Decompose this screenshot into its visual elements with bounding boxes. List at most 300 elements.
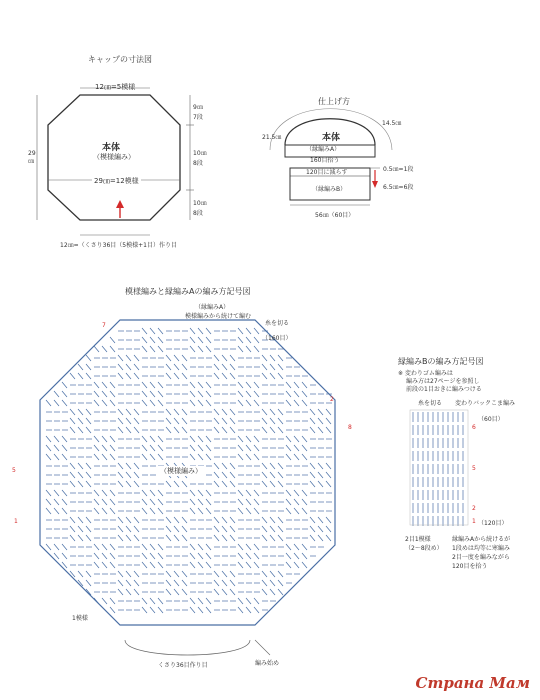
stitch-mark [102, 598, 107, 604]
stitch-mark [142, 400, 147, 406]
stitch-mark [206, 382, 211, 388]
stitch-mark [142, 508, 147, 514]
stitch-mark [158, 391, 163, 397]
stitch-mark [174, 571, 179, 577]
stitch-mark [206, 337, 211, 343]
stitch-mark [286, 436, 291, 442]
stitch-mark [214, 535, 219, 541]
stitch-mark [126, 364, 131, 370]
stitch-mark [198, 553, 203, 559]
stitch-mark [150, 544, 155, 550]
stitch-mark [158, 436, 163, 442]
stitch-mark [102, 445, 107, 451]
stitch-mark [102, 346, 107, 352]
finish-border-a-label: （縁編みA） [306, 146, 341, 153]
stitch-mark [78, 409, 83, 415]
stitch-mark [70, 517, 75, 523]
stitch-mark [190, 445, 195, 451]
stitch-mark [102, 454, 107, 460]
stitch-mark [254, 454, 259, 460]
stitch-mark [238, 562, 243, 568]
stitch-mark [174, 535, 179, 541]
stitch-mark [214, 580, 219, 586]
stitch-mark [270, 418, 275, 424]
stitch-mark [158, 508, 163, 514]
stitch-mark [198, 490, 203, 496]
stitch-mark [198, 391, 203, 397]
stitch-mark [270, 517, 275, 523]
stitch-mark [286, 562, 291, 568]
stitch-mark [190, 328, 195, 334]
stitch-mark [214, 463, 219, 469]
stitch-mark [302, 499, 307, 505]
stitch-mark [54, 391, 59, 397]
body-label: 本体 [102, 143, 121, 153]
stitch-mark [54, 454, 59, 460]
stitch-mark [110, 337, 115, 343]
stitch-mark [206, 553, 211, 559]
chart-b-row-6: 6 [472, 424, 476, 431]
stitch-mark [254, 607, 259, 613]
stitch-mark [118, 373, 123, 379]
stitch-mark [46, 436, 51, 442]
stitch-mark [118, 535, 123, 541]
stitch-mark [118, 364, 123, 370]
stitch-mark [318, 472, 323, 478]
stitch-mark [294, 499, 299, 505]
stitch-mark [254, 544, 259, 550]
stitch-mark [46, 544, 51, 550]
body-sub-label: （模様編み） [93, 153, 135, 161]
stitch-mark [230, 589, 235, 595]
stitch-mark [70, 373, 75, 379]
stitch-mark [190, 382, 195, 388]
stitch-mark [294, 544, 299, 550]
stitch-mark [158, 382, 163, 388]
stitch-mark [62, 508, 67, 514]
right-bot-rows: 8段 [193, 210, 203, 217]
stitch-mark [54, 508, 59, 514]
stitch-mark [78, 481, 83, 487]
stitch-mark [294, 553, 299, 559]
stitch-mark [70, 481, 75, 487]
stitch-mark [110, 598, 115, 604]
stitch-mark [166, 535, 171, 541]
chart-b-stitch-pattern [413, 412, 463, 526]
stitch-mark [166, 517, 171, 523]
stitch-mark [158, 400, 163, 406]
stitch-mark [94, 445, 99, 451]
stitch-mark [254, 445, 259, 451]
stitch-mark [126, 589, 131, 595]
stitch-mark [286, 544, 291, 550]
stitch-mark [78, 571, 83, 577]
stitch-mark [262, 589, 267, 595]
stitch-mark [206, 454, 211, 460]
stitch-mark [78, 364, 83, 370]
stitch-mark [318, 418, 323, 424]
stitch-mark [118, 526, 123, 532]
stitch-mark [222, 535, 227, 541]
stitch-mark [318, 427, 323, 433]
stitch-mark [286, 382, 291, 388]
stitch-mark [158, 553, 163, 559]
stitch-mark [78, 427, 83, 433]
stitch-mark [94, 391, 99, 397]
stitch-mark [134, 418, 139, 424]
stitch-mark [94, 382, 99, 388]
stitch-mark [246, 553, 251, 559]
right-top-cm: 9㎝ [193, 104, 203, 111]
bottom-label: 12㎝=（くさり36目（5模様+1目）作り目 [60, 242, 177, 249]
stitch-mark [86, 409, 91, 415]
stitch-mark [46, 445, 51, 451]
stitch-mark [174, 526, 179, 532]
stitch-mark [254, 337, 259, 343]
stitch-mark [206, 499, 211, 505]
stitch-mark [118, 580, 123, 586]
stitch-mark [86, 364, 91, 370]
stitch-mark [286, 445, 291, 451]
stitch-mark [294, 490, 299, 496]
stitch-mark [110, 544, 115, 550]
stitch-mark [150, 382, 155, 388]
stitch-mark [214, 355, 219, 361]
stitch-mark [318, 409, 323, 415]
stitch-mark [262, 418, 267, 424]
stitch-mark [54, 499, 59, 505]
stitch-mark [214, 418, 219, 424]
stitch-mark [230, 409, 235, 415]
stitch-mark [158, 346, 163, 352]
stitch-mark [222, 418, 227, 424]
stitch-mark [126, 481, 131, 487]
stitch-mark [150, 391, 155, 397]
chart-b-row-2: 2 [472, 505, 476, 512]
stitch-mark [206, 436, 211, 442]
stitch-mark [158, 454, 163, 460]
stitch-mark [46, 400, 51, 406]
stitch-mark [166, 481, 171, 487]
stitch-mark [70, 535, 75, 541]
chart-b-row-1: 1 [472, 518, 476, 525]
stitch-mark [278, 427, 283, 433]
stitch-mark [318, 526, 323, 532]
stitch-mark [174, 589, 179, 595]
stitch-mark [214, 481, 219, 487]
chart-b-two-eyes-sub: （2～8段め） [405, 545, 443, 552]
stitch-mark [286, 391, 291, 397]
stitch-mark [118, 427, 123, 433]
stitch-mark [142, 436, 147, 442]
stitch-mark [270, 463, 275, 469]
stitch-mark [150, 499, 155, 505]
stitch-mark [326, 517, 331, 523]
stitch-mark [102, 391, 107, 397]
finish-rows-65: 6.5㎝=6段 [383, 184, 414, 191]
stitch-mark [326, 409, 331, 415]
stitch-mark [190, 400, 195, 406]
stitch-mark [118, 472, 123, 478]
finish-bottom-width: 56㎝（60目） [315, 212, 355, 219]
stitch-mark [158, 337, 163, 343]
stitch-mark [158, 607, 163, 613]
stitch-mark [262, 373, 267, 379]
chart-b-bottom-note4: 120目を拾う [452, 563, 488, 570]
stitch-mark [222, 526, 227, 532]
stitch-mark [134, 481, 139, 487]
stitch-mark [326, 526, 331, 532]
stitch-mark [206, 391, 211, 397]
stitch-mark [182, 364, 187, 370]
stitch-mark [142, 346, 147, 352]
chart-b-note3: 前段の1目おきに編みつける [406, 386, 482, 393]
stitch-mark [150, 607, 155, 613]
stitch-mark [262, 463, 267, 469]
stitch-mark [278, 589, 283, 595]
stitch-mark [86, 481, 91, 487]
stitch-mark [278, 526, 283, 532]
stitch-mark [198, 508, 203, 514]
stitch-mark [134, 589, 139, 595]
stitch-mark [78, 418, 83, 424]
stitch-mark [302, 382, 307, 388]
stitch-mark [270, 427, 275, 433]
stitch-mark [278, 535, 283, 541]
stitch-mark [150, 454, 155, 460]
stitch-mark [190, 553, 195, 559]
stitch-mark [246, 490, 251, 496]
stitch-mark [86, 418, 91, 424]
stitch-mark [110, 346, 115, 352]
stitch-mark [190, 337, 195, 343]
stitch-mark [222, 580, 227, 586]
stitch-mark [238, 553, 243, 559]
stitch-mark [190, 508, 195, 514]
stitch-mark [262, 472, 267, 478]
stitch-mark [86, 571, 91, 577]
stitch-mark [70, 409, 75, 415]
right-bot-cm: 10㎝ [193, 200, 207, 207]
chart-a-count-160: （160目） [262, 335, 292, 342]
stitch-mark [278, 418, 283, 424]
stitch-mark [174, 418, 179, 424]
stitch-mark [54, 544, 59, 550]
stitch-mark [326, 535, 331, 541]
stitch-mark [102, 436, 107, 442]
stitch-mark [294, 454, 299, 460]
stitch-mark [134, 580, 139, 586]
stitch-mark [310, 517, 315, 523]
stitch-mark [118, 418, 123, 424]
stitch-mark [206, 490, 211, 496]
stitch-mark [110, 454, 115, 460]
stitch-mark [278, 571, 283, 577]
stitch-mark [270, 580, 275, 586]
height-label: 29㎝ [28, 150, 36, 165]
stitch-mark [270, 355, 275, 361]
stitch-mark [302, 544, 307, 550]
stitch-mark [158, 544, 163, 550]
stitch-mark [198, 346, 203, 352]
chart-a-one-pattern: 1模様 [72, 615, 88, 622]
stitch-mark [230, 427, 235, 433]
stitch-mark [222, 427, 227, 433]
stitch-mark [278, 580, 283, 586]
stitch-mark [294, 400, 299, 406]
chart-a-row-8: 8 [348, 424, 352, 431]
stitch-mark [222, 463, 227, 469]
stitch-mark [262, 355, 267, 361]
stitch-mark [318, 517, 323, 523]
chart-b-title: 縁編みBの編み方記号図 [398, 357, 484, 366]
stitch-mark [246, 382, 251, 388]
chart-a-pattern-label: （模様編み） [160, 467, 202, 475]
top-width-label: 12㎝=5模様 [95, 83, 136, 91]
stitch-mark [262, 571, 267, 577]
stitch-mark [246, 400, 251, 406]
stitch-mark [310, 427, 315, 433]
stitch-mark [238, 337, 243, 343]
stitch-mark [126, 427, 131, 433]
stitch-mark [190, 436, 195, 442]
stitch-mark [238, 544, 243, 550]
stitch-mark [70, 526, 75, 532]
finish-body-label: 本体 [322, 133, 341, 143]
chart-b-cut-yarn: 糸を切る [418, 400, 443, 407]
stitch-mark [102, 553, 107, 559]
middle-width-label: 29㎝=12模様 [94, 177, 139, 185]
stitch-mark [254, 436, 259, 442]
stitch-mark [270, 526, 275, 532]
stitch-mark [206, 508, 211, 514]
stitch-mark [62, 436, 67, 442]
finish-120: 120目に減らす [306, 169, 348, 176]
stitch-mark [134, 526, 139, 532]
stitch-mark [182, 589, 187, 595]
stitch-mark [238, 445, 243, 451]
stitch-mark [150, 508, 155, 514]
stitch-mark [198, 436, 203, 442]
stitch-mark [238, 598, 243, 604]
stitch-mark [110, 400, 115, 406]
chart-b-count-60: （60目） [478, 416, 504, 423]
stitch-mark [214, 427, 219, 433]
stitch-mark [46, 499, 51, 505]
stitch-mark [262, 364, 267, 370]
stitch-mark [198, 544, 203, 550]
stitch-mark [86, 517, 91, 523]
stitch-mark [214, 571, 219, 577]
stitch-mark [294, 436, 299, 442]
stitch-mark [302, 553, 307, 559]
stitch-mark [118, 517, 123, 523]
stitch-mark [166, 409, 171, 415]
stitch-mark [182, 535, 187, 541]
right-mid-cm: 10㎝ [193, 150, 207, 157]
stitch-mark [294, 382, 299, 388]
stitch-mark [238, 346, 243, 352]
stitch-mark [134, 364, 139, 370]
stitch-mark [246, 436, 251, 442]
stitch-mark [270, 409, 275, 415]
stitch-mark [54, 445, 59, 451]
stitch-mark [126, 472, 131, 478]
stitch-mark [86, 535, 91, 541]
stitch-mark [126, 535, 131, 541]
stitch-mark [182, 517, 187, 523]
finishing-title: 仕上げ方 [318, 97, 350, 106]
stitch-mark [142, 454, 147, 460]
stitch-mark [246, 337, 251, 343]
stitch-mark [270, 571, 275, 577]
stitch-mark [134, 472, 139, 478]
stitch-mark [238, 382, 243, 388]
stitch-mark [262, 535, 267, 541]
stitch-mark [198, 607, 203, 613]
stitch-mark [302, 445, 307, 451]
chart-a-cut-yarn: 糸を切る [265, 320, 290, 327]
stitch-mark [206, 328, 211, 334]
stitch-mark [142, 490, 147, 496]
stitch-mark [78, 472, 83, 478]
stitch-mark [110, 553, 115, 559]
stitch-mark [142, 391, 147, 397]
stitch-mark [110, 562, 115, 568]
stitch-mark [254, 346, 259, 352]
stitch-mark [246, 598, 251, 604]
stitch-mark [246, 454, 251, 460]
stitch-mark [54, 400, 59, 406]
stitch-mark [86, 463, 91, 469]
stitch-mark [222, 571, 227, 577]
stitch-mark [254, 382, 259, 388]
stitch-mark [214, 589, 219, 595]
stitch-mark [230, 364, 235, 370]
stitch-mark [46, 454, 51, 460]
stitch-mark [190, 490, 195, 496]
stitch-mark [150, 436, 155, 442]
stitch-mark [62, 544, 67, 550]
stitch-mark [262, 427, 267, 433]
stitch-mark [238, 328, 243, 334]
stitch-mark [222, 364, 227, 370]
chart-b-note1: ※ 変わりゴム編みは [398, 370, 453, 377]
stitch-mark [254, 328, 259, 334]
stitch-mark [126, 463, 131, 469]
stitch-mark [94, 499, 99, 505]
stitch-mark [214, 526, 219, 532]
stitch-mark [238, 490, 243, 496]
stitch-mark [134, 409, 139, 415]
stitch-mark [134, 535, 139, 541]
stitch-mark [246, 499, 251, 505]
stitch-mark [286, 490, 291, 496]
stitch-mark [150, 553, 155, 559]
stitch-mark [206, 598, 211, 604]
stitch-mark [230, 580, 235, 586]
stitch-mark [174, 580, 179, 586]
stitch-mark [302, 436, 307, 442]
stitch-mark [198, 337, 203, 343]
stitch-mark [286, 553, 291, 559]
stitch-mark [126, 355, 131, 361]
stitch-mark [142, 499, 147, 505]
stitch-mark [206, 346, 211, 352]
stitch-mark [190, 346, 195, 352]
stitch-mark [86, 427, 91, 433]
stitch-mark [62, 553, 67, 559]
